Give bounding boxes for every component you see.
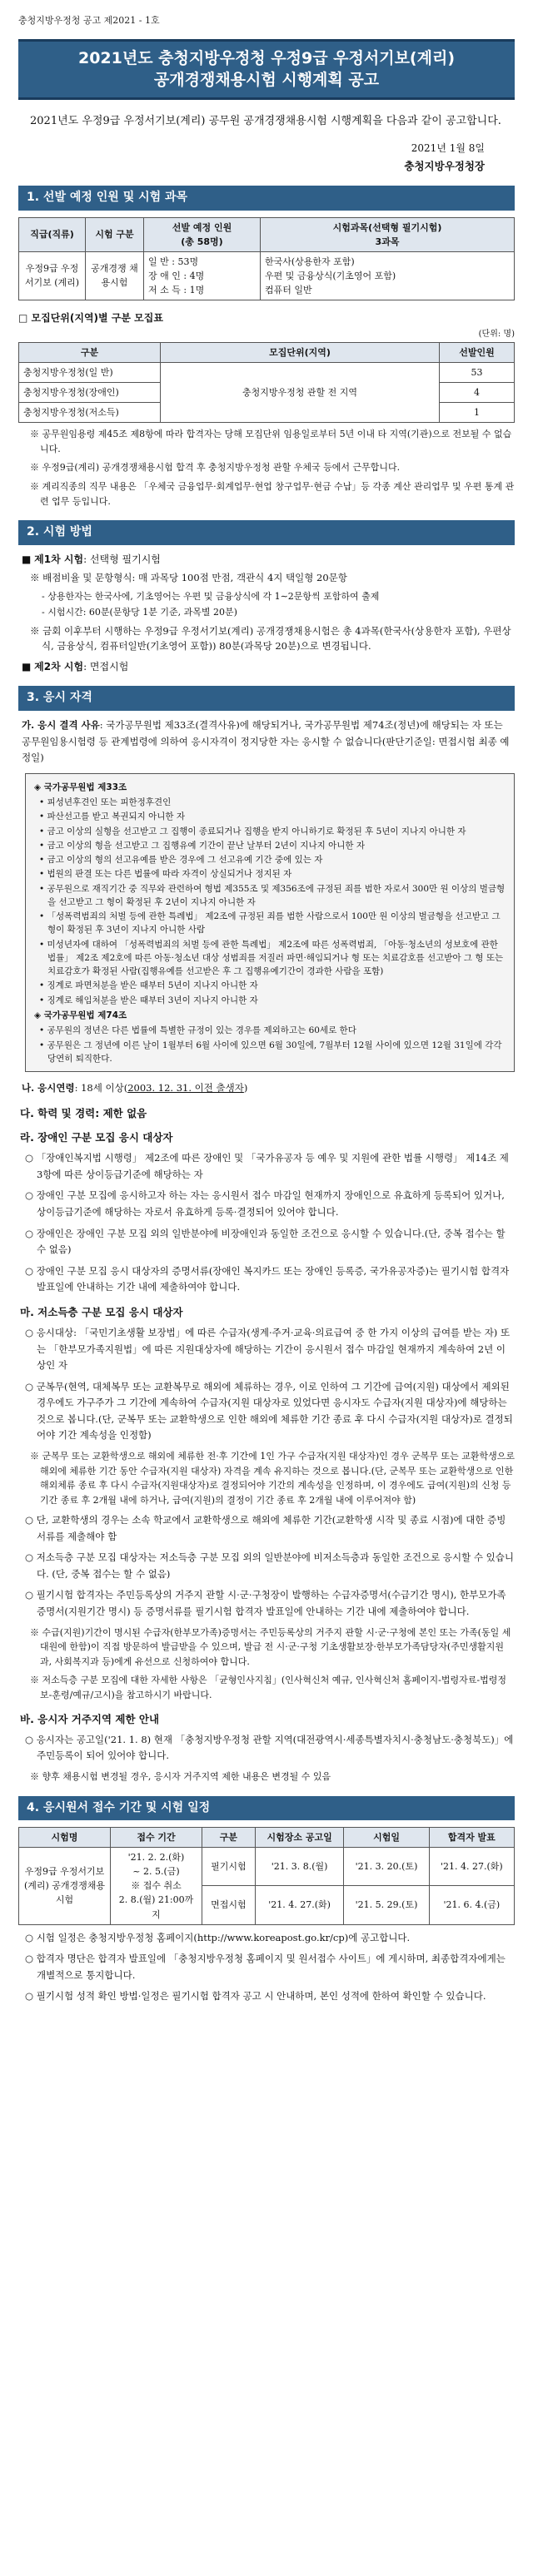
residence-item: ○ 응시자는 공고일('21. 1. 8) 현재 「충청지방우정청 관할 지역(대전광역시·세종특별자치시·충청남도·충청북도)」에 주민등록이 되어 있어야 합니다. — [25, 1733, 514, 1762]
col-exam-name: 시험명 — [19, 1828, 111, 1848]
age-label: 나. 응시연령 — [22, 1082, 75, 1094]
disabled-item: ○ 장애인 구분 모집에 응시하고자 하는 자는 응시원서 접수 마감일 현재까지 장애인으로 유효하게 등록되어 있거나, 상이등급기준에 해당하는 자로서 유효하게 등록·결정되어 있어야 합니다. — [25, 1189, 505, 1218]
law-74-title: ◈ 국가공무원법 제74조 — [34, 1010, 127, 1020]
step1-label: 제1차 시험 — [34, 553, 84, 565]
cell-period — [111, 1848, 202, 1924]
quota-general: 일 반 : 53명 — [148, 256, 199, 267]
law-item: • 공무원은 그 정년에 이른 날이 1월부터 6월 사이에 있으면 6월 30일에, 7월부터 12월 사이에 있으면 12월 31일에 각각 당연히 퇴직한다. — [39, 1040, 502, 1064]
sec1-note: ※ 계리직종의 직무 내용은 「우체국 금융업무·회계업무·현업 창구업무·현금 수납」등 각종 계산 관리업무 및 우편 통계 관련 업무 등입니다. — [30, 480, 515, 507]
step2-value: : 면접시험 — [83, 660, 129, 673]
step2: ■ 제2차 시험: 면접시험 — [22, 660, 129, 673]
document-number: 충청지방우정청 공고 제2021 - 1호 — [18, 15, 160, 26]
quota-table — [18, 217, 515, 300]
residence-title: 바. 응시자 거주지역 제한 안내 — [20, 1712, 160, 1725]
cell-div: 필기시험 — [202, 1848, 256, 1886]
title-banner — [18, 39, 515, 100]
lowincome-item: ○ 필기시험 합격자는 주민등록상의 거주지 관할 시·군·구청장이 발행하는 수급자증명서(수급기간 명시), 한부모가족증명서(지원기간 명시) 등 증명서류를 필기시험 합격자 발표일에 안내하는 기간 내에 제출하여야 합니다. — [25, 1589, 506, 1618]
period-line: '21. 2. 2.(화) — [127, 1852, 185, 1864]
period-line: ※ 접수 취소 — [131, 1880, 182, 1892]
col-exam-date: 시험일 — [344, 1828, 429, 1848]
announce-date: 2021년 1월 8일 — [411, 142, 485, 155]
step1-note: - 시험시간: 60분(문항당 1분 기준, 과목별 20분) — [42, 607, 237, 618]
col-venue: 시험장소 공고일 — [255, 1828, 343, 1848]
disabled-item: ○ 「장애인복지법 시행령」 제2조에 따른 장애인 및 「국가유공자 등 예우 및 지원에 관한 법률 시행령」 제14조 제3항에 따른 상이등급기준에 해당하는 자 — [25, 1152, 509, 1180]
schedule-note: ○ 합격자 명단은 합격자 발표일에 「충청지방우정청 홈페이지 및 원서접수 사이트」에 게시하며, 최종합격자에게는 개별적으로 통지합니다. — [25, 1953, 506, 1981]
step1-value: : 선택형 필기시험 — [83, 553, 161, 565]
age-text: : 18세 이상( — [74, 1082, 128, 1094]
step1-note: ※ 금회 이후부터 시행하는 우정9급 우정서기보(계리) 공개경쟁채용시험은 총 4과목(한국사(상용한자 포함), 우편상식, 금융상식, 컴퓨터일반(기초영어 포함)) 80분(과목당 20분)으로 변경됩니다. — [30, 625, 511, 653]
cell-result: '21. 4. 27.(화) — [429, 1848, 514, 1886]
lowincome-note: ※ 수급(지원)기간이 명시된 수급자(한부모가족)증명서는 주민등록상의 거주지 관할 시·군·구청에 본인 또는 가족(동일 세대원에 한함)이 직접 방문하여 발급받을 수 있으며, 발급 전 시·군·구청 기초생활보장·한부모가족담당자(주민생활지원과, 사회복지과 등)에게 유선으로 신청하여야 합니다. — [30, 1626, 511, 1667]
region-row-div: 충청지방우정청(장애인) — [19, 383, 161, 403]
subject-3: 컴퓨터 일반 — [265, 284, 312, 295]
unit-label: (단위: 명) — [478, 329, 515, 339]
law-item: • 금고 이상의 형의 선고유예를 받은 경우에 그 선고유예 기간 중에 있는 자 — [39, 855, 323, 866]
age-date: 2003. 12. 31. 이전 출생자 — [127, 1082, 244, 1094]
law-item: • 피성년후견인 또는 피한정후견인 — [39, 797, 172, 807]
cell-result: '21. 6. 4.(금) — [429, 1886, 514, 1924]
col-quota-label: 선발 예정 인원 — [172, 221, 232, 233]
law-item: • 법원의 판결 또는 다른 법률에 따라 자격이 상실되거나 정지된 자 — [39, 869, 292, 880]
intro-text: 2021년도 우정9급 우정서기보(계리) 공무원 공개경쟁채용시험 시행계획을 다음과 같이 공고합니다. — [30, 115, 501, 128]
col-count: 선발인원 — [440, 343, 515, 363]
schedule-table — [18, 1827, 515, 1924]
section-4-title: 4. 응시원서 접수 기간 및 시험 일정 — [18, 1796, 515, 1821]
lowincome-note: ※ 저소득층 구분 모집에 대한 자세한 사항은 「균형인사지침」(인사혁신처 예규, 인사혁신처 홈페이지-법령자료-법령정보-훈령/예규/고시)을 참고하시기 바랍니다. — [30, 1675, 506, 1700]
col-quota — [144, 217, 261, 251]
law-item: • 미성년자에 대하여 「성폭력범죄의 처벌 등에 관한 특례법」 제2조에 따른 성폭력범죄, 「아동·청소년의 성보호에 관한 법률」 제2조 제2호에 따른 아동·청소년 대상 성범죄를 저질러 파면·해임되거나 형 또는 치료감호를 선고받아 그 형 또는 치료감호가 확정된 사람(집행유예를 선고받은 후 그 집행유예기간이 경과한 사람을 포함) — [39, 939, 504, 977]
quota-lowincome: 저 소 득 : 1명 — [148, 284, 205, 295]
col-region: 모집단위(지역) — [161, 343, 440, 363]
step1-note: - 상용한자는 한국사에, 기초영어는 우편 및 금융상식에 각 1∼2문항씩 포함하여 출제 — [42, 590, 380, 602]
period-line: 2. 8.(월) 21:00까지 — [118, 1894, 194, 1920]
law-item: • 「성폭력범죄의 처벌 등에 관한 특례법」 제2조에 규정된 죄를 범한 사람으로서 100만 원 이상의 벌금형을 선고받고 그 형이 확정된 후 3년이 지나지 아니한 사람 — [39, 911, 501, 936]
disabled-item: ○ 장애인은 장애인 구분 모집 외의 일반분야에 비장애인과 동일한 조건으로 응시할 수 있습니다.(단, 중복 접수는 할 수 없음) — [25, 1227, 506, 1256]
col-div: 구분 — [202, 1828, 256, 1848]
region-row-count: 53 — [440, 363, 515, 383]
education-requirement: 다. 학력 및 경력: 제한 없음 — [20, 1106, 147, 1119]
step1: ■ 제1차 시험: 선택형 필기시험 — [22, 553, 161, 565]
cell-exam-name: 우정9급 우정서기보(계리) 공개경쟁채용시험 — [19, 1848, 111, 1924]
col-period: 접수 기간 — [111, 1828, 202, 1848]
section-2-title: 2. 시험 방법 — [18, 520, 515, 545]
cell-type: 공개경쟁 채용시험 — [86, 251, 144, 300]
step1-note: ※ 배점비율 및 문항형식: 매 과목당 100점 만점, 객관식 4지 택일형 20문항 — [30, 572, 347, 584]
cell-rank: 우정9급 우정서기보 (계리) — [19, 251, 86, 300]
law-item: • 금고 이상의 형을 선고받고 그 집행유예 기간이 끝난 날부터 2년이 지나지 아니한 자 — [39, 840, 365, 851]
residence-note: ※ 향후 채용시험 변경될 경우, 응시자 거주지역 제한 내용은 변경될 수 있음 — [30, 1771, 331, 1782]
region-row-count: 1 — [440, 403, 515, 423]
issuer: 충청지방우정청장 — [404, 159, 485, 172]
region-table — [18, 342, 515, 423]
law-item: • 공무원으로 재직기간 중 직무와 관련하여 형법 제355조 및 제356조에 규정된 죄를 범한 자로서 300만 원 이상의 벌금형을 선고받고 그 형이 확정된 후 2년이 지나지 아니한 자 — [39, 883, 506, 907]
region-cell: 충청지방우정청 관할 전 지역 — [161, 363, 440, 423]
age-requirement — [22, 1080, 515, 1097]
section-3-title: 3. 응시 자격 — [18, 686, 515, 711]
col-rank: 직급(직류) — [19, 217, 86, 251]
col-subject-label: 시험과목(선택형 필기시험) — [332, 221, 442, 233]
schedule-note: ○ 시험 일정은 충청지방우정청 홈페이지(http://www.koreapost.go.kr/cp)에 공고합니다. — [25, 1931, 411, 1943]
law-item: • 파산선고를 받고 복권되지 아니한 자 — [39, 812, 186, 822]
step2-label: 제2차 시험 — [34, 660, 84, 673]
col-type: 시험 구분 — [86, 217, 144, 251]
disqualification-text: : 국가공무원법 제33조(결격사유)에 해당되거나, 국가공무원법 제74조(정년)에 해당되는 자 또는 공무원임용시험령 등 관계법령에 의하여 응시자격이 정지당한 자는 응시할 수 없습니다(판단기준일: 면접시험 최종 예정일) — [22, 719, 510, 764]
cell-quota — [144, 251, 261, 300]
title-line-1: 2021년도 충청지방우정청 우정9급 우정서기보(계리) — [77, 49, 456, 68]
cell-venue: '21. 4. 27.(화) — [255, 1886, 343, 1924]
lowincome-item: ○ 저소득층 구분 모집 대상자는 저소득층 구분 모집 외의 일반분야에 비저소득층과 동일한 조건으로 응시할 수 있습니다. (단, 중복 접수는 할 수 없음) — [25, 1551, 514, 1580]
cell-venue: '21. 3. 8.(월) — [255, 1848, 343, 1886]
disabled-item: ○ 장애인 구분 모집 응시 대상자의 증명서류(장애인 복지카드 또는 장애인 등록증, 국가유공자증)는 필기시험 합격자 발표일에 안내하는 기간 내에 제출하여야 합니다. — [25, 1264, 510, 1293]
sec1-note: ※ 우정9급(계리) 공개경쟁채용시험 합격 후 충청지방우정청 관할 우체국 등에서 근무합니다. — [30, 462, 401, 474]
subject-1: 한국사(상용한자 포함) — [265, 256, 355, 267]
lowincome-title: 마. 저소득층 구분 모집 응시 대상자 — [20, 1305, 183, 1318]
cell-exam-date: '21. 3. 20.(토) — [344, 1848, 429, 1886]
section-1-title: 1. 선발 예정 인원 및 시험 과목 — [18, 186, 515, 211]
law-33-title: ◈ 국가공무원법 제33조 — [34, 782, 127, 792]
region-row-count: 4 — [440, 383, 515, 403]
sec1-note: ※ 공무원임용령 제45조 제8항에 따라 합격자는 당해 모집단위 임용일로부터 5년 이내 타 지역(기관)으로 전보될 수 없습니다. — [30, 429, 512, 454]
lowincome-item: ○ 군복무(현역, 대체복무 또는 교환복무로 해외에 체류하는 경우, 이로 인하여 그 기간에 급여(지원) 대상에서 제외된 경우에도 가구주가 그 기간에 계속하여 수급자(지원 대상자로 있었다면 응시자도 수급자(지원 대상자)에 해당하는 것으로 봅니다.(단, 군복무 또는 교환학생으로 인한 해외에 체류한 기간 종료 후 다시 수급자(지원 대상자)로 결정되어야 기간 계속성을 인정함) — [25, 1380, 513, 1442]
region-table-title: □ 모집단위(지역)별 구분 모집표 — [18, 311, 163, 324]
law-box — [25, 773, 515, 1072]
disabled-title: 라. 장애인 구분 모집 응시 대상자 — [20, 1130, 173, 1144]
col-div: 구분 — [19, 343, 161, 363]
cell-subjects — [261, 251, 515, 300]
disqualification-label: 가. 응시 결격 사유 — [22, 719, 100, 732]
cell-exam-date: '21. 5. 29.(토) — [344, 1886, 429, 1924]
period-line: ~ 2. 5.(금) — [132, 1866, 180, 1878]
col-result: 합격자 발표 — [429, 1828, 514, 1848]
law-item: • 금고 이상의 실형을 선고받고 그 집행이 종료되거나 집행을 받지 아니하기로 확정된 후 5년이 지나지 아니한 자 — [39, 826, 466, 836]
cell-div: 면접시험 — [202, 1886, 256, 1924]
title-line-2: 공개경쟁채용시험 시행계획 공고 — [153, 70, 380, 89]
law-item: • 징계로 파면처분을 받은 때부터 5년이 지나지 아니한 자 — [39, 980, 258, 991]
col-subject — [261, 217, 515, 251]
law-item: • 징계로 해임처분을 받은 때부터 3년이 지나지 아니한 자 — [39, 995, 258, 1005]
col-quota-sub: (총 58명) — [181, 236, 223, 247]
region-row-div: 충청지방우정청(저소득) — [19, 403, 161, 423]
lowincome-note: ※ 군복무 또는 교환학생으로 해외에 체류한 전·후 기간에 1인 가구 수급자(지원 대상자)인 경우 군복무 또는 교환학생으로 해외에 체류한 기간 동안 수급자(지원 대상자) 자격을 계속 유지하는 것으로 봅니다.(단, 군복무 또는 교환학생으로 인한 해외체류 종료 후 다시 수급자(지원대상자)로 결정되어야 기간의 계속성을 인정하며, 이 경우에도 급여(지원)의 신청 등 기간 종료 후 2개월 내에 하거나, 급여(지원)의 결정이 기간 종료 후 2개월 내에 이루어져야 함) — [30, 1450, 515, 1506]
quota-disabled: 장 애 인 : 4명 — [148, 270, 205, 281]
region-row-div: 충청지방우정청(일 반) — [19, 363, 161, 383]
subject-2: 우편 및 금융상식(기초영어 포함) — [265, 270, 396, 281]
lowincome-item: ○ 응시대상: 「국민기초생활 보장법」에 따른 수급자(생계·주거·교육·의료급여 중 한 가지 이상의 급여를 받는 자) 또는 「한부모가족지원법」에 따른 지원대상자에 해당하는 기간이 응시원서 접수 마감일 현재까지 계속하여 2년 이상인 자 — [25, 1327, 511, 1372]
age-close: ) — [243, 1082, 248, 1094]
col-subject-sub: 3과목 — [375, 236, 400, 247]
lowincome-item: ○ 단, 교환학생의 경우는 소속 학교에서 교환학생으로 해외에 체류한 기간(교환학생 시작 및 종료 시점)에 대한 증빙서류를 제출해야 함 — [25, 1514, 506, 1542]
schedule-note: ○ 필기시험 성적 확인 방법·일정은 필기시험 합격자 공고 시 안내하며, 본인 성적에 한하여 확인할 수 있습니다. — [25, 1990, 486, 2003]
law-item: • 공무원의 정년은 다른 법률에 특별한 규정이 있는 경우를 제외하고는 60세로 한다 — [39, 1025, 356, 1036]
disqualification — [22, 717, 515, 767]
